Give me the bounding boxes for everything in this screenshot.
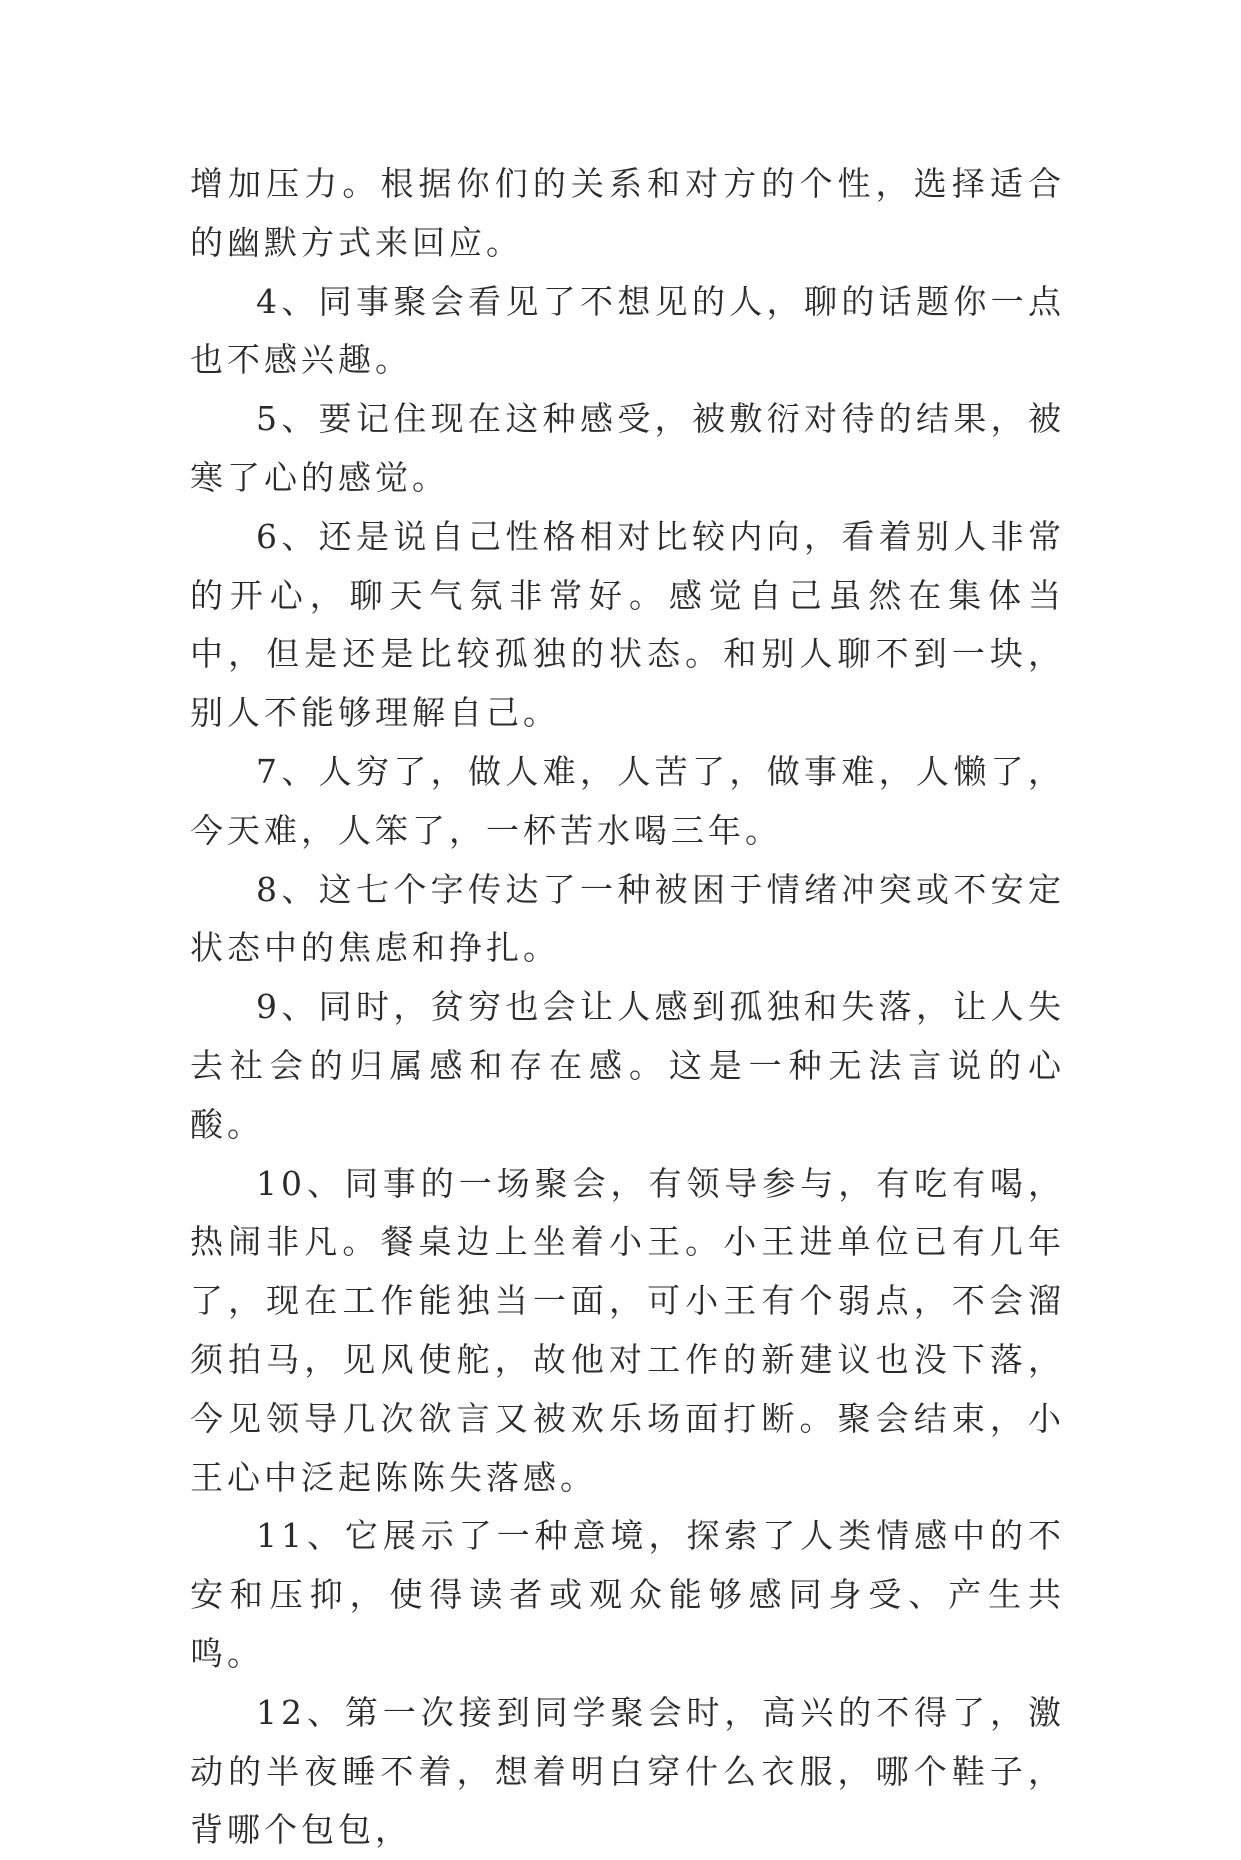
paragraph-item-10: 10、同事的一场聚会，有领导参与，有吃有喝，热闹非凡。餐桌边上坐着小王。小王进单位已有几年了，现在工作能独当一面，可小王有个弱点，不会溜须拍马，见风使舵，故他对工作的新建议也没下落，今见领导几次欲言又被欢乐场面打断。聚会结束，小王心中泛起陈陈失落感。 [190, 1163, 1065, 1497]
paragraph-item-5: 5、要记住现在这种感受，被敷衍对待的结果，被寒了心的感觉。 [190, 399, 1065, 497]
paragraph-item-9: 9、同时，贫穷也会让人感到孤独和失落，让人失去社会的归属感和存在感。这是一种无法言说的心酸。 [190, 987, 1065, 1144]
paragraph-item-12: 12、第一次接到同学聚会时，高兴的不得了，激动的半夜睡不着，想着明白穿什么衣服，哪个鞋子，背哪个包包， [190, 1692, 1065, 1850]
document-body [190, 155, 1065, 1860]
paragraph-item-8: 8、这七个字传达了一种被困于情绪冲突或不安定状态中的焦虑和挣扎。 [190, 869, 1065, 968]
paragraph-item-4: 4、同事聚会看见了不想见的人，聊的话题你一点也不感兴趣。 [190, 281, 1065, 380]
paragraph-continuation: 增加压力。根据你们的关系和对方的个性，选择适合的幽默方式来回应。 [190, 164, 1065, 262]
paragraph-item-6: 6、还是说自己性格相对比较内向，看着别人非常的开心，聊天气氛非常好。感觉自己虽然在集体当中，但是还是比较孤独的状态。和别人聊不到一块，别人不能够理解自己。 [190, 516, 1065, 733]
paragraph-item-7: 7、人穷了，做人难，人苦了，做事难，人懒了，今天难，人笨了，一杯苦水喝三年。 [190, 751, 1065, 850]
paragraph-item-11: 11、它展示了一种意境，探索了人类情感中的不安和压抑，使得读者或观众能够感同身受、产生共鸣。 [190, 1516, 1065, 1673]
